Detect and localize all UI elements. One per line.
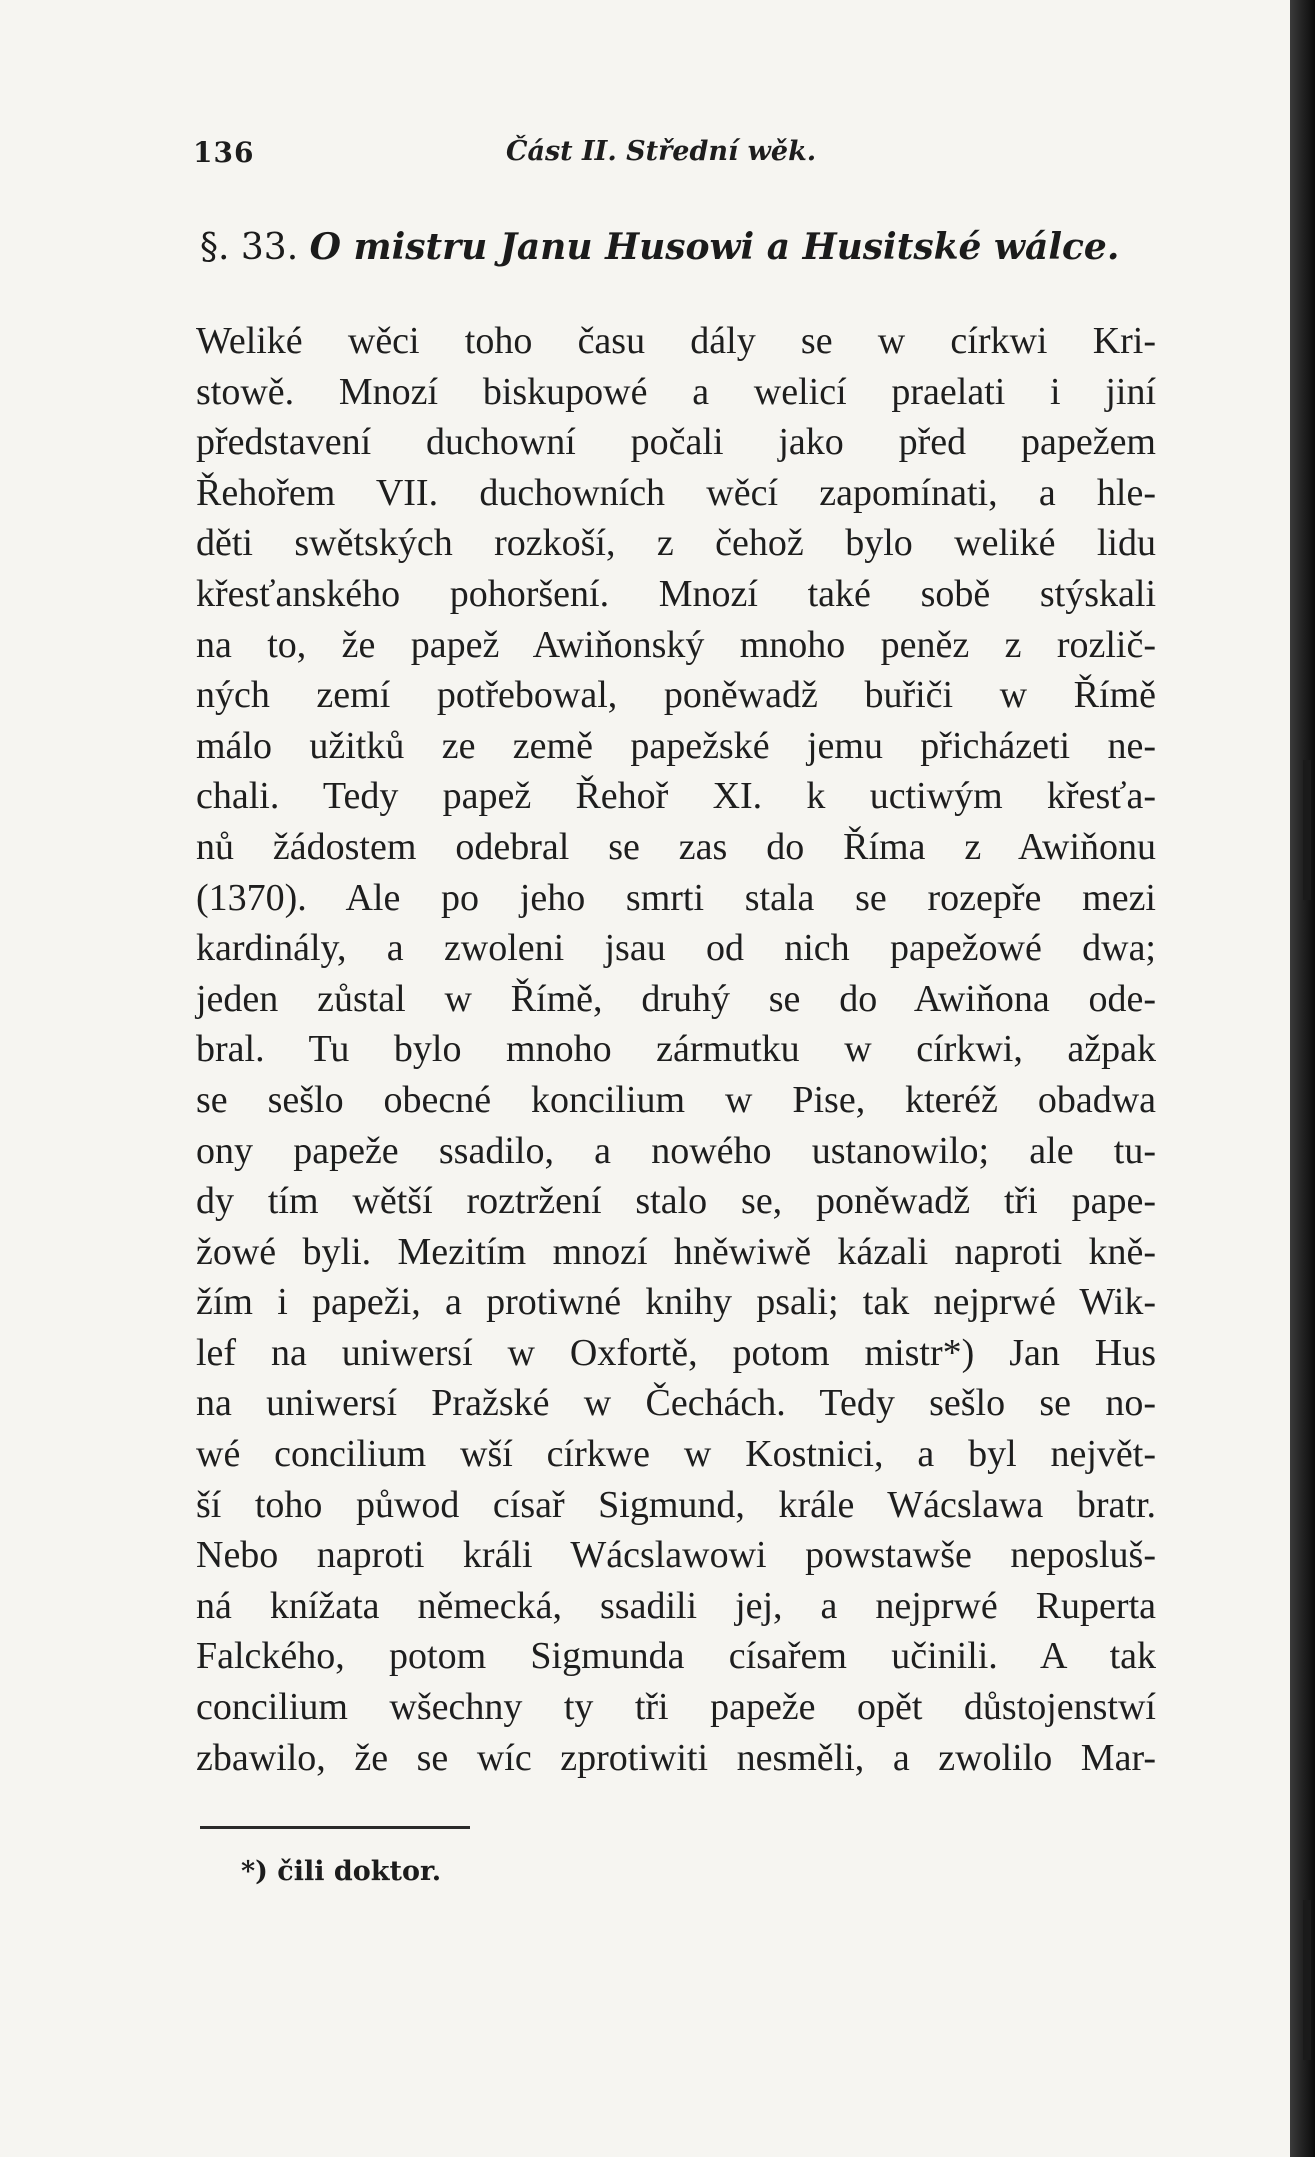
section-title-text: O mistru Janu Husowi a Husitské wálce. [309, 226, 1120, 268]
text-line: stowě. Mnozí biskupowé a welicí praelati i jiní [196, 370, 1156, 413]
text-line: ší toho půwod císař Sigmund, krále Wácslawa bratr. [196, 1483, 1156, 1526]
body-text [196, 316, 1156, 1783]
text-line: na uniwersí Pražské w Čechách. Tedy sešlo se no- [196, 1382, 1156, 1425]
text-line: se sešlo obecné koncilium w Pise, kteréž obadwa [196, 1078, 1156, 1121]
footnote: *) čili doktor. [241, 1856, 442, 1887]
text-line: málo užitků ze země papežské jemu přicházeti ne- [196, 724, 1156, 767]
text-line: ná knížata německá, ssadili jej, a nejprwé Ruperta [196, 1584, 1156, 1627]
text-line: představení duchowní počali jako před papežem [196, 421, 1156, 464]
text-line: concilium wšechny ty tři papeže opět důstojenstwí [196, 1686, 1156, 1729]
text-line: děti swětských rozkoší, z čehož bylo weliké lidu [196, 522, 1156, 565]
text-line: Falckého, potom Sigmunda císařem učinili. A tak [196, 1635, 1156, 1678]
text-line: ných zemí potřebowal, poněwadž buřiči w Římě [196, 674, 1156, 717]
text-line: jeden zůstal w Římě, druhý se do Awiňona ode- [196, 977, 1156, 1020]
page-header [193, 136, 1153, 176]
text-line: chali. Tedy papež Řehoř XI. k uctiwým křesťa- [196, 775, 1156, 818]
text-line: nů žádostem odebral se zas do Říma z Awiňonu [196, 825, 1156, 868]
text-line: zbawilo, že se wíc zprotiwiti nesměli, a zwolilo Mar- [196, 1736, 1156, 1779]
text-line: křesťanského pohoršení. Mnozí také sobě stýskali [196, 572, 1156, 615]
text-line: kardinály, a zwoleni jsau od nich papežowé dwa; [196, 927, 1156, 970]
text-line: lef na uniwersí w Oxfortě, potom mistr*) Jan Hus [196, 1331, 1156, 1374]
text-line: Řehořem VII. duchowních wěcí zapomínati, a hle- [196, 471, 1156, 514]
text-line: wé concilium wší církwe w Kostnici, a byl největ- [196, 1433, 1156, 1476]
edge-mark [1303, 760, 1311, 900]
text-line: žím i papeži, a protiwné knihy psali; tak nejprwé Wik- [196, 1281, 1156, 1324]
text-line: Nebo naproti králi Wácslawowi powstawše neposluš- [196, 1534, 1156, 1577]
footnote-divider [200, 1826, 470, 1829]
section-heading [200, 226, 1160, 268]
text-line: bral. Tu bylo mnoho zármutku w církwi, ažpak [196, 1028, 1156, 1071]
running-head: Část II. Střední wěk. [506, 136, 817, 167]
edge-mark [1303, 1900, 1311, 2060]
text-line: na to, že papež Awiňonský mnoho peněz z rozlič- [196, 623, 1156, 666]
text-line: ony papeže ssadilo, a nowého ustanowilo; ale tu- [196, 1129, 1156, 1172]
text-line: dy tím wětší roztržení stalo se, poněwadž tři pape- [196, 1180, 1156, 1223]
text-line: Weliké wěci toho času dály se w církwi Kri- [196, 320, 1156, 362]
text-line: žowé byli. Mezitím mnozí hněwiwě kázali naproti kně- [196, 1230, 1156, 1273]
book-spine-edge [1290, 0, 1315, 2157]
page-number: 136 [193, 136, 255, 169]
text-line: (1370). Ale po jeho smrti stala se rozepře mezi [196, 876, 1156, 919]
section-number: §. 33. [200, 227, 299, 268]
